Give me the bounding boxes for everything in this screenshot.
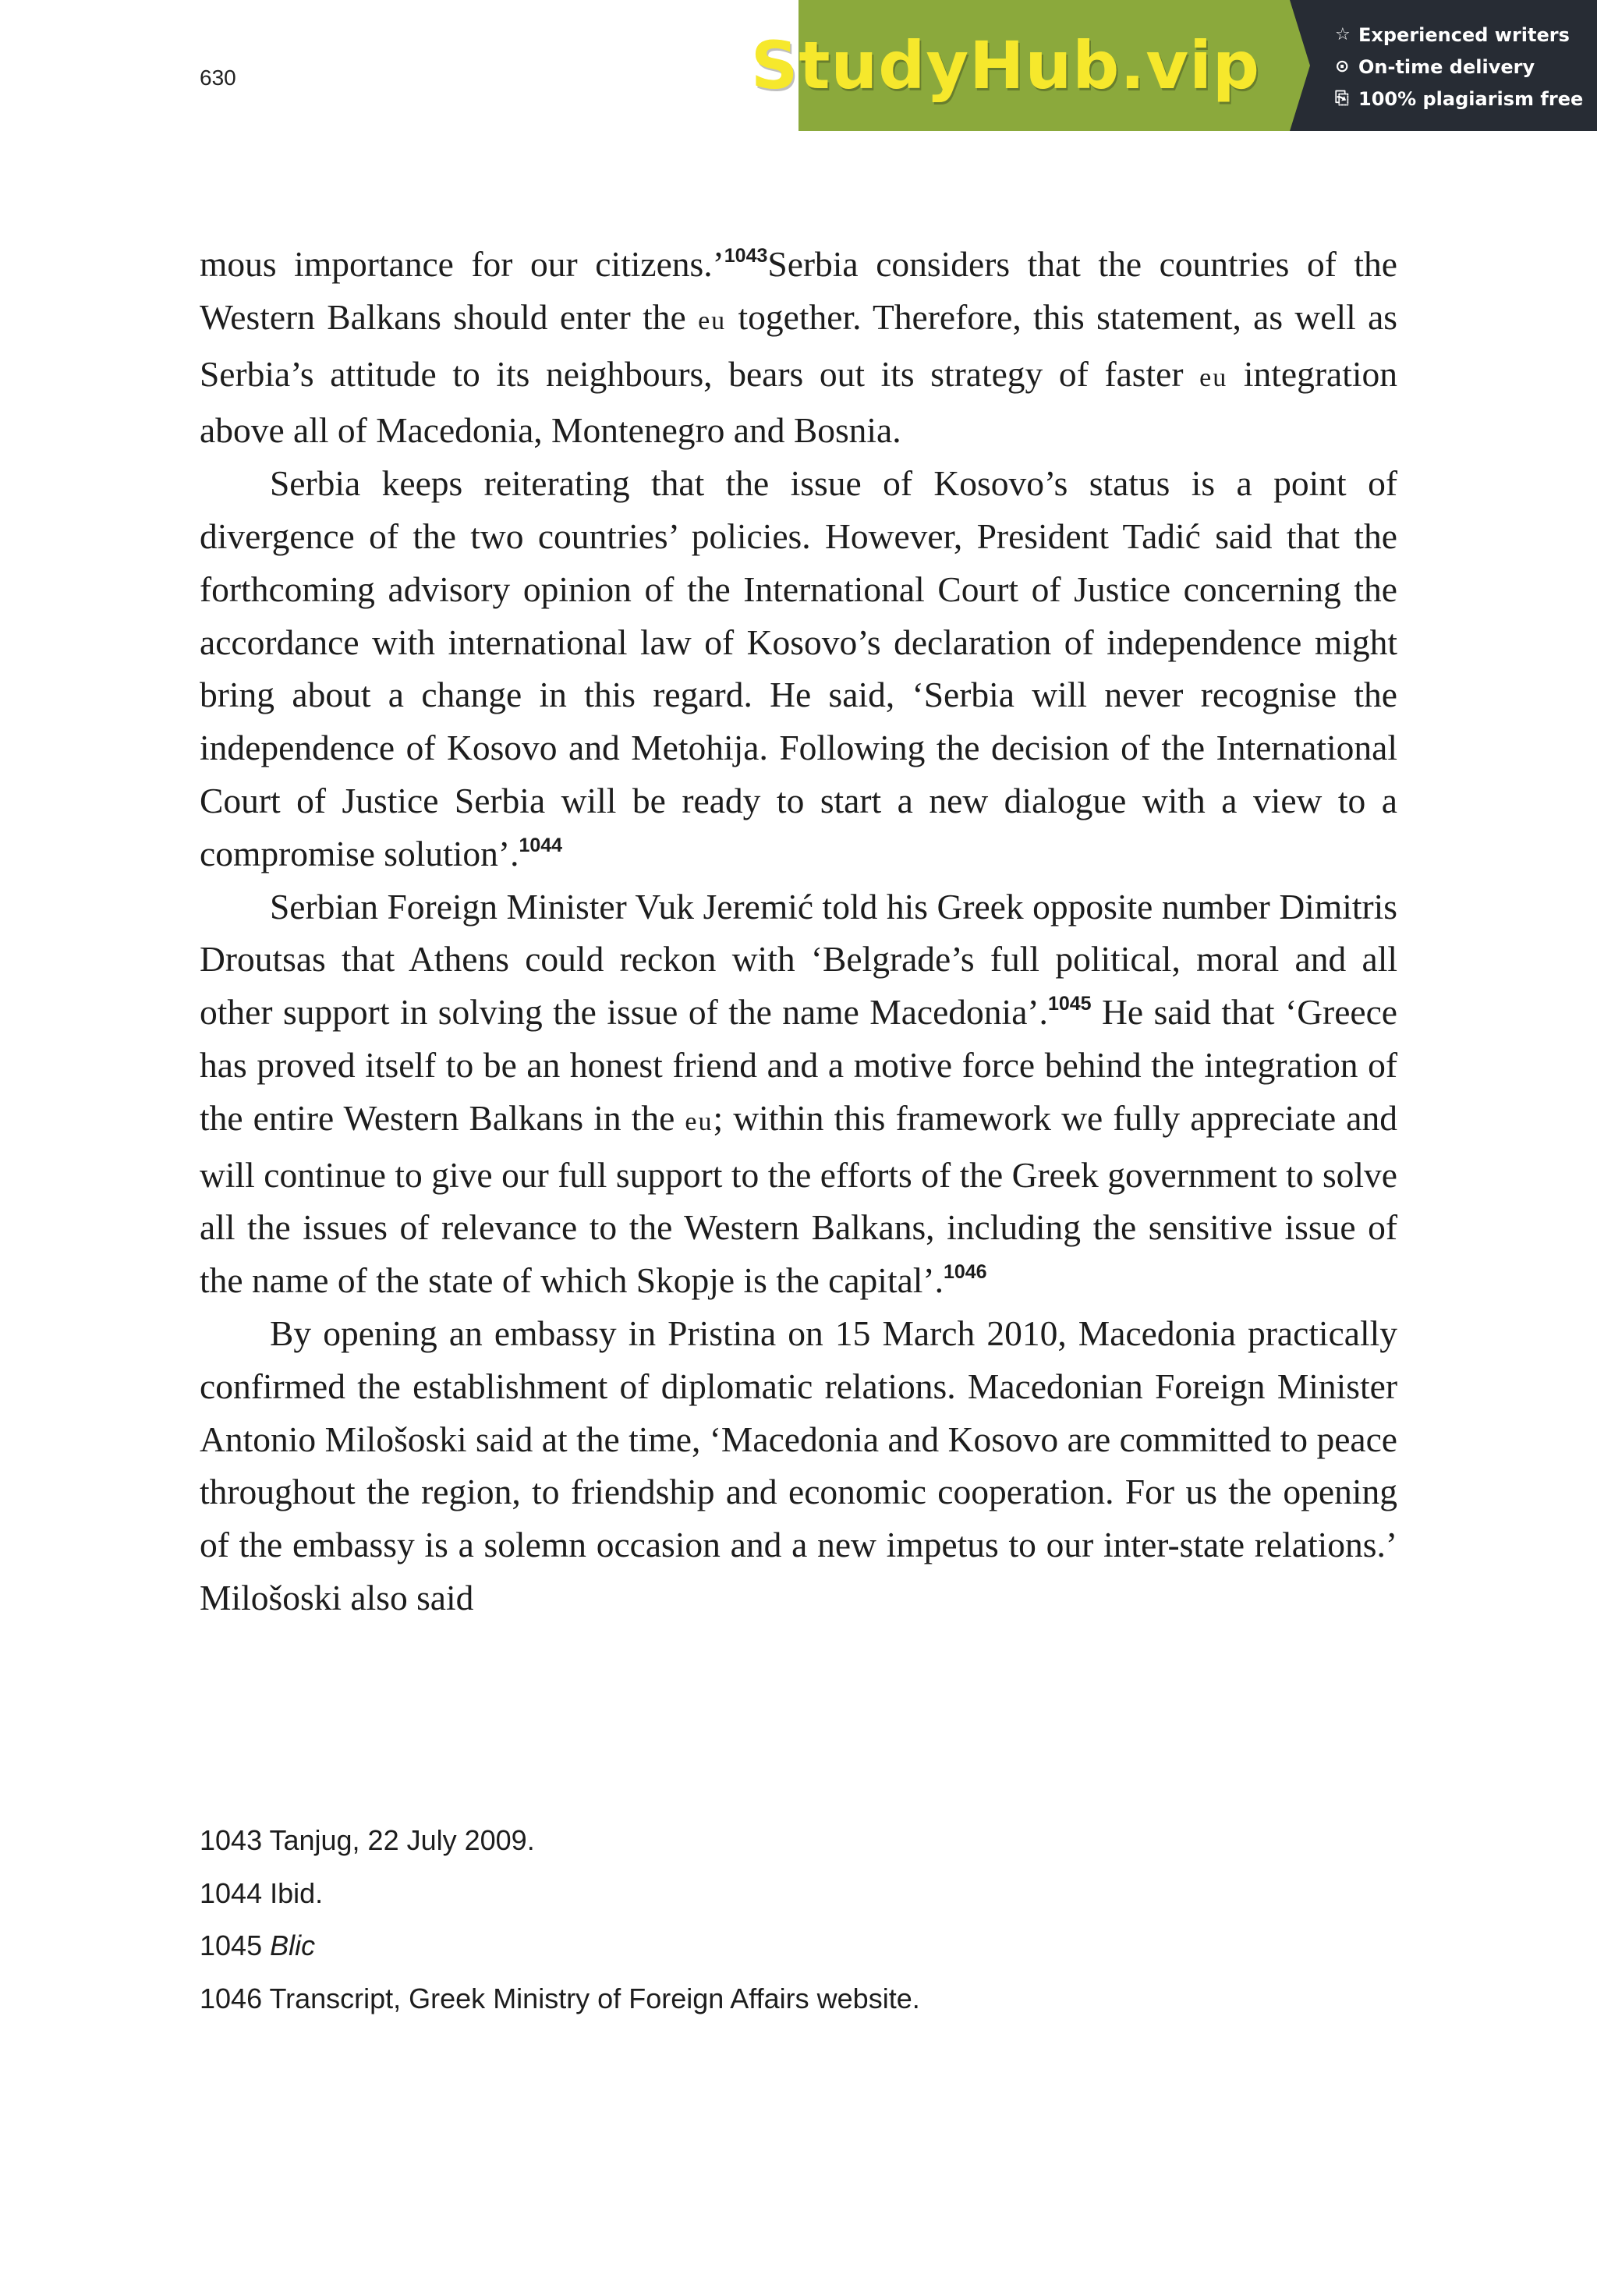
footnote-ref-1044[interactable]: 1044 xyxy=(519,834,563,856)
text-run: By opening an embassy in Pristina on 15 March 2010, Macedonia practically confirmed the establishment of diplomatic relations. Macedonian Foreign Minister Antonio Milošoski said at the time, ‘Macedonia and Kosovo are committed to peace throughout the region, to friendship and economic cooperation. For us the opening of the embassy is a solemn occasion and a new impetus to our inter-state relations.’ Milošoski also said xyxy=(200,1313,1397,1617)
text-run: together. Therefore, this statement, as well as Serbia’s attitude to its neighbours, bears out its strategy of faster xyxy=(200,296,1397,394)
footnote-text: Tanjug, 22 July 2009. xyxy=(269,1824,535,1856)
text-run: Serbia keeps reiterating that the issue of Kosovo’s status is a point of divergence of the two countries’ policies. However, President Tadić said that the forthcoming advisory opinion of the International Court of Justice concerning the accordance with international law of Kosovo’s declaration of independence might bring about a change in this regard. He said, ‘Serbia will never recognise the independence of Kosovo and Metohija. Following the decision of the International Court of Justice Serbia will be ready to start a new dialogue with a view to a compromise solution’. xyxy=(200,463,1397,873)
feature-label: Experienced writers xyxy=(1358,23,1570,46)
paragraph-1 xyxy=(200,238,1397,457)
feature-item xyxy=(1335,51,1597,83)
footnote-1045 xyxy=(200,1919,920,1972)
feature-item xyxy=(1335,83,1597,115)
eu-abbrev: eu xyxy=(1199,363,1228,392)
footnote-text: Ibid. xyxy=(270,1876,324,1909)
footnote-number: 1045 xyxy=(200,1929,263,1961)
feature-item xyxy=(1335,19,1597,51)
studyhub-banner[interactable] xyxy=(750,0,1597,131)
text-run: ; within this framework we fully appreciate and will continue to give our full support to the efforts of the Greek government to solve all the issues of relevance to the Western Balkans, including the sensitive issue of the name of the state of which Skopje is the capital’. xyxy=(200,1097,1397,1301)
footnote-1043 xyxy=(200,1814,920,1867)
footnote-number: 1046 xyxy=(200,1982,263,2014)
feature-label: 100% plagiarism free xyxy=(1358,87,1584,110)
clock-icon: ⊙ xyxy=(1335,57,1350,76)
brand-name: StudyHub.vip xyxy=(750,27,1260,104)
eu-abbrev: eu xyxy=(698,306,727,335)
footnote-1046 xyxy=(200,1972,920,2025)
footnote-number: 1044 xyxy=(200,1876,263,1909)
footnote-ref-1045[interactable]: 1045 xyxy=(1047,993,1092,1015)
text-run: Serbian Foreign Minister Vuk Jeremić told his Greek opposite number Dimitris Droutsas that Athens could reckon with ‘Belgrade’s full political, moral and all other support in solving the issue of the name Macedonia’. xyxy=(200,886,1397,1033)
brand-logo[interactable] xyxy=(750,0,1290,131)
text-run: He said that ‘Greece has proved itself to be an honest friend and a motive force behind the integration of the entire Western Balkans in the xyxy=(200,992,1397,1138)
footnote-ref-1043[interactable]: 1043 xyxy=(724,245,768,267)
footnote-text: Transcript, Greek Ministry of Foreign Affairs website. xyxy=(269,1982,920,2014)
page-number: 630 xyxy=(200,66,236,90)
document-check-icon: ⎘ xyxy=(1335,89,1349,108)
footnote-ref-1046[interactable]: 1046 xyxy=(943,1261,987,1284)
text-run: mous importance for our citizens.’ xyxy=(200,244,724,284)
body-text xyxy=(200,238,1397,1625)
paragraph-3 xyxy=(200,880,1397,1307)
eu-abbrev: eu xyxy=(685,1107,714,1136)
paragraph-4 xyxy=(200,1307,1397,1625)
text-run: Serbia considers that the countries of the Western Balkans should enter the xyxy=(200,244,1398,337)
text-run: integration above all of Macedonia, Montenegro and Bosnia. xyxy=(200,353,1397,451)
star-icon: ☆ xyxy=(1335,25,1351,44)
footnote-1044 xyxy=(200,1867,920,1920)
footnote-number: 1043 xyxy=(200,1824,263,1856)
feature-list xyxy=(1290,0,1597,131)
footnotes xyxy=(200,1814,920,2025)
feature-label: On-time delivery xyxy=(1358,55,1535,78)
paragraph-2 xyxy=(200,457,1397,880)
footnote-source: Blic xyxy=(270,1929,316,1961)
